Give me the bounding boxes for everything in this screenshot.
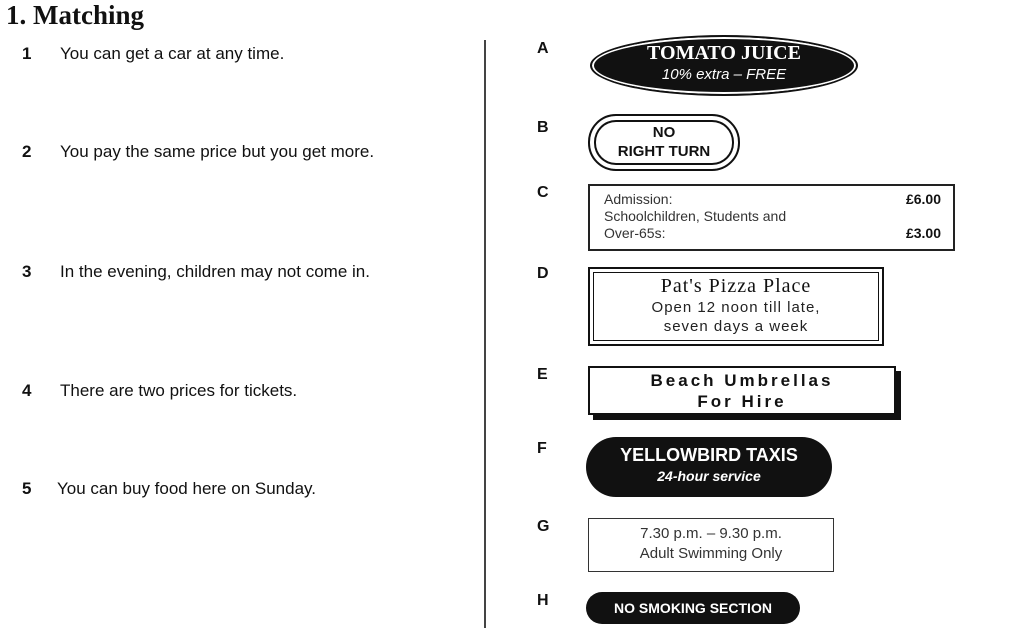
sign-b-line2: RIGHT TURN [617,143,711,160]
question-number: 4 [22,381,32,400]
sign-pizza-place [588,267,884,346]
question-text: There are two prices for tickets. [60,381,298,400]
question-number: 3 [22,262,32,281]
sign-f-line2: 24-hour service [657,468,761,484]
sign-b-line1: NO [652,124,676,141]
sign-tomato-juice [590,35,858,96]
option-letter-c: C [537,184,549,201]
question-text: You can get a car at any time. [60,44,285,63]
sign-f-line1: YELLOWBIRD TAXIS [620,445,798,465]
sign-adult-swimming [588,518,834,572]
sign-no-smoking: NO SMOKING SECTION [586,592,800,624]
option-letter-d: D [537,265,549,282]
sign-beach-umbrellas [588,366,896,415]
sign-admission [588,184,955,251]
option-letter-h: H [537,592,549,609]
sign-e-line1: Beach Umbrellas [650,371,834,390]
question-number: 1 [22,44,32,63]
option-letter-e: E [537,366,548,383]
question-number: 5 [22,479,32,498]
option-letter-f: F [537,440,547,457]
question-number: 2 [22,142,32,161]
sign-yellowbird-taxis [586,437,832,497]
option-letter-g: G [537,518,550,535]
concession-label-cont: Over-65s: [604,225,666,241]
question-text: You can buy food here on Sunday. [57,479,316,498]
sign-d-line1: Pat's Pizza Place [660,275,812,297]
question-text: In the evening, children may not come in. [60,262,370,281]
option-letter-a: A [537,40,549,57]
admission-price: £6.00 [905,191,941,207]
question-text: You pay the same price but you get more. [60,142,375,161]
sign-g-line1: 7.30 p.m. – 9.30 p.m. [640,525,782,542]
column-divider [484,40,486,628]
sign-no-right-turn [588,114,740,171]
sign-d-line3: seven days a week [663,318,809,335]
admission-label: Admission: [604,191,673,207]
sign-d-line2: Open 12 noon till late, [651,299,821,316]
sign-e-line2: For Hire [697,392,787,411]
sign-g-line2: Adult Swimming Only [639,545,783,562]
option-letter-b: B [537,119,549,136]
concession-price: £3.00 [905,225,941,241]
concession-label: Schoolchildren, Students and [604,208,787,224]
sign-a-line1: TOMATO JUICE [647,42,801,64]
page-title: 1. Matching [6,0,144,30]
sign-a-line2: 10% extra – FREE [661,66,787,83]
